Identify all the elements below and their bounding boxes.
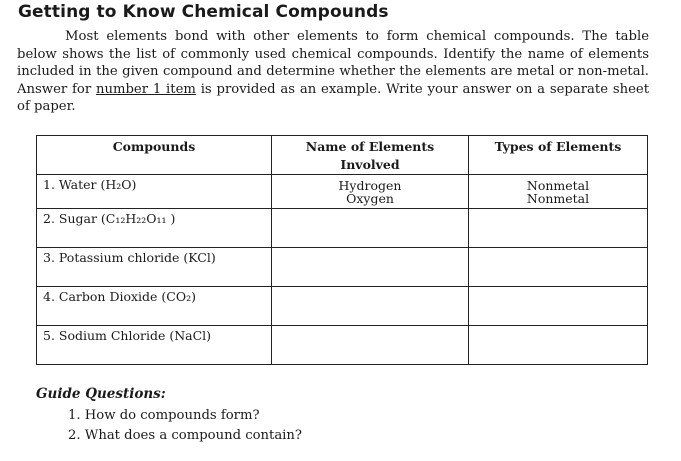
compound-cell: 1. Water (H₂O) (37, 175, 272, 209)
guide-question: 1. How do compounds form? (68, 408, 260, 423)
elements-cell[interactable] (272, 287, 469, 326)
elements-cell[interactable] (272, 175, 469, 209)
compound-cell: 2. Sugar (C₁₂H₂₂O₁₁ ) (37, 209, 272, 248)
compound-cell: 4. Carbon Dioxide (CO₂) (37, 287, 272, 326)
header-compounds: Compounds (37, 136, 272, 175)
elements-cell[interactable] (272, 248, 469, 287)
header-types-of-elements: Types of Elements (469, 136, 648, 175)
types-cell[interactable] (469, 326, 648, 365)
instructions-paragraph (17, 28, 649, 116)
element-name: Hydrogen (338, 178, 402, 193)
table-row (37, 209, 648, 248)
table-header-row (37, 136, 648, 175)
types-cell[interactable] (469, 287, 648, 326)
compounds-table (36, 135, 648, 365)
table-row (37, 326, 648, 365)
element-type: Nonmetal (526, 178, 590, 193)
guide-questions-list (68, 406, 302, 446)
guide-question: 2. What does a compound contain? (68, 428, 302, 443)
guide-questions-title: Guide Questions: (36, 386, 166, 402)
header-name-of-elements: Name of Elements Involved (272, 136, 469, 175)
types-cell[interactable] (469, 209, 648, 248)
element-type: Nonmetal (526, 191, 590, 206)
compound-cell: 3. Potassium chloride (KCl) (37, 248, 272, 287)
elements-cell[interactable] (272, 326, 469, 365)
elements-cell[interactable] (272, 209, 469, 248)
types-cell[interactable] (469, 248, 648, 287)
table-row (37, 287, 648, 326)
instructions-text-1: Most elements bond with other elements to form chemical compounds. The table below shows the list of commonly used chemical compounds. Identify the name of elements included in the given compound and determine whether the elements are metal or non-metal. Answer for (17, 29, 649, 97)
compound-cell: 5. Sodium Chloride (NaCl) (37, 326, 272, 365)
page-title: Getting to Know Chemical Compounds (18, 2, 389, 22)
element-name: Oxygen (346, 191, 394, 206)
instructions-underlined: number 1 item (95, 81, 196, 97)
table-row (37, 175, 648, 209)
table-row (37, 248, 648, 287)
instructions-text-2: is provided as an example. Write your answer on a separate sheet of paper. (17, 81, 649, 115)
types-cell[interactable] (469, 175, 648, 209)
